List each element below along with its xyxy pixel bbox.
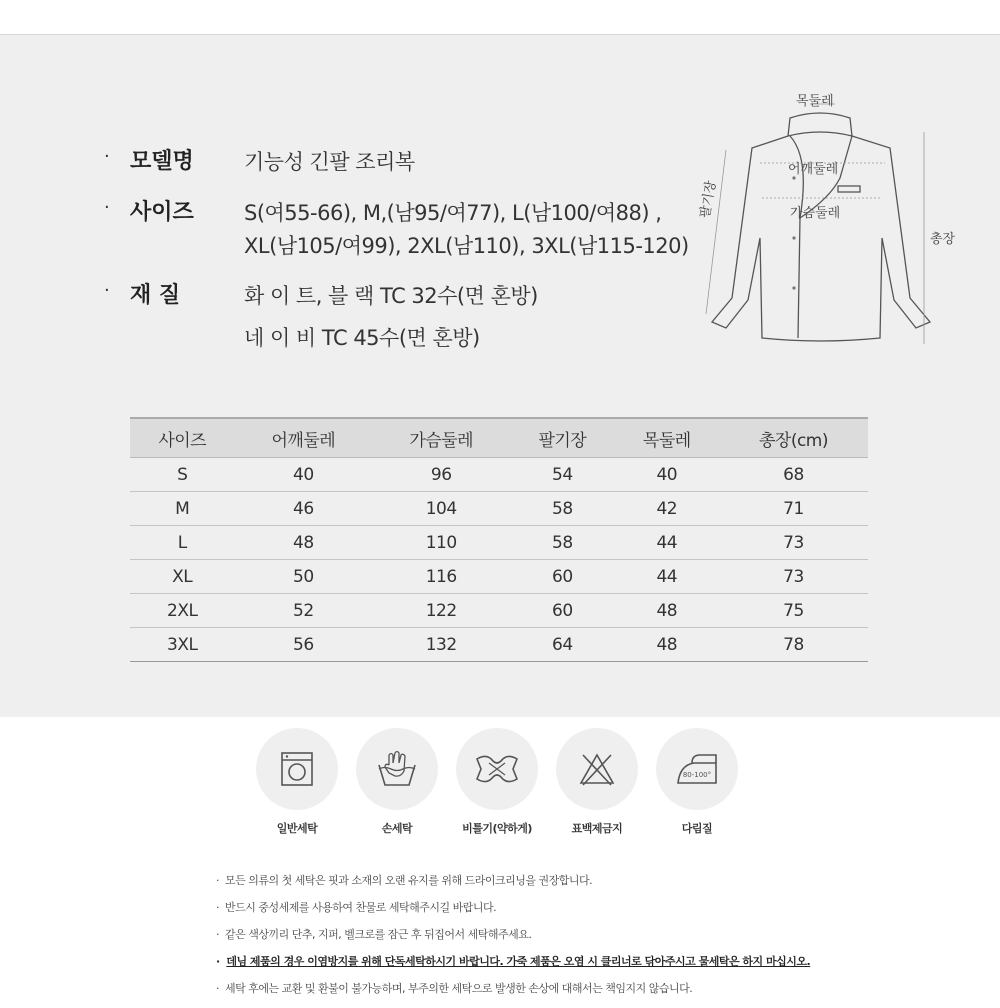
cell: 71 [719, 492, 868, 526]
cell: 68 [719, 458, 868, 492]
cell: S [130, 458, 234, 492]
cell: 44 [615, 526, 719, 560]
cell: 46 [234, 492, 372, 526]
col-header: 사이즈 [130, 418, 234, 458]
cell: 48 [615, 594, 719, 628]
care-instructions [255, 728, 755, 838]
cell: 104 [372, 492, 510, 526]
cell: 44 [615, 560, 719, 594]
cell: 2XL [130, 594, 234, 628]
note-item-emphasis: · 데님 제품의 경우 이염방지를 위해 단독세탁하시기 바랍니다. 가죽 제품은 오염 시 클리너로 닦아주시고 물세탁은 하지 마십시오. [216, 955, 811, 968]
cell: 60 [510, 560, 614, 594]
cell: 78 [719, 628, 868, 662]
cell: 58 [510, 492, 614, 526]
bullet: · [104, 146, 110, 167]
size-table [130, 417, 868, 662]
care-label: 일반세탁 [276, 822, 318, 835]
cell: 3XL [130, 628, 234, 662]
cell: L [130, 526, 234, 560]
table-row [130, 594, 868, 628]
cell: 50 [234, 560, 372, 594]
size-label: 사이즈 [130, 200, 194, 225]
col-header: 총장(cm) [719, 418, 868, 458]
cell: 52 [234, 594, 372, 628]
neck-label: 목둘레 [796, 94, 834, 109]
table-row [130, 492, 868, 526]
cell: 96 [372, 458, 510, 492]
length-label: 총장 [930, 232, 956, 247]
cell: 48 [234, 526, 372, 560]
cell: 48 [615, 628, 719, 662]
cell: 73 [719, 526, 868, 560]
iron-icon [672, 751, 722, 787]
care-notes [216, 873, 836, 1008]
material-label: 재 질 [130, 283, 181, 308]
bullet: · [104, 280, 110, 301]
no-bleach-icon [577, 749, 617, 789]
measurement-diagram [690, 88, 970, 358]
care-item-no-bleach [555, 728, 639, 836]
care-label: 다림질 [681, 822, 713, 835]
cell: 40 [234, 458, 372, 492]
cell: 75 [719, 594, 868, 628]
care-item-handwash [355, 728, 439, 836]
cell: 40 [615, 458, 719, 492]
care-item-wring [455, 728, 539, 836]
care-item-wash [255, 728, 339, 836]
sleeve-label: 팔기장 [697, 179, 720, 220]
care-item-iron [655, 728, 739, 836]
chest-label: 가슴둘레 [790, 206, 841, 221]
top-band [0, 0, 1000, 34]
cell: 122 [372, 594, 510, 628]
care-label: 표백제금지 [571, 822, 623, 835]
material-value-line2: 네 이 비 TC 45수(면 혼방) [244, 326, 480, 350]
cell: 58 [510, 526, 614, 560]
cell: 54 [510, 458, 614, 492]
washing-machine-icon [277, 749, 317, 789]
cell: 60 [510, 594, 614, 628]
material-value-line1: 화 이 트, 블 랙 TC 32수(면 혼방) [244, 284, 538, 308]
cell: 56 [234, 628, 372, 662]
col-header: 목둘레 [615, 418, 719, 458]
cell: 116 [372, 560, 510, 594]
col-header: 팔기장 [510, 418, 614, 458]
care-label: 손세탁 [381, 822, 413, 835]
care-label: 비틀기(약하게) [462, 822, 532, 835]
cell: M [130, 492, 234, 526]
chef-jacket-outline-icon [690, 88, 970, 358]
hand-wash-icon [375, 749, 419, 789]
note-item: · 같은 색상끼리 단추, 지퍼, 벨크로를 잠근 후 뒤집어서 세탁해주세요. [216, 928, 532, 941]
col-header: 어깨둘레 [234, 418, 372, 458]
note-item: · 반드시 중성세제를 사용하여 찬물로 세탁해주시길 바랍니다. [216, 901, 497, 914]
table-row [130, 458, 868, 492]
bullet: · [104, 197, 110, 218]
model-label: 모델명 [130, 149, 194, 174]
iron-temp: 80-100° [682, 771, 712, 779]
size-value-line1: S(여55-66), M,(남95/여77), L(남100/여88) , [244, 201, 662, 225]
cell: 73 [719, 560, 868, 594]
cell: XL [130, 560, 234, 594]
table-row [130, 560, 868, 594]
table-header-row [130, 418, 868, 458]
table-row [130, 628, 868, 662]
table-row [130, 526, 868, 560]
wring-icon [473, 751, 521, 787]
size-value-line2: XL(남105/여99), 2XL(남110), 3XL(남115-120) [244, 234, 689, 258]
model-value: 기능성 긴팔 조리복 [244, 150, 415, 174]
note-item: · 세탁 후에는 교환 및 환불이 불가능하며, 부주의한 세탁으로 발생한 손상에 대해서는 책임지지 않습니다. [216, 982, 693, 995]
cell: 132 [372, 628, 510, 662]
note-item: · 모든 의류의 첫 세탁은 핏과 소재의 오랜 유지를 위해 드라이크리닝을 권장합니다. [216, 874, 593, 887]
shoulder-label: 어깨둘레 [788, 162, 839, 177]
cell: 64 [510, 628, 614, 662]
col-header: 가슴둘레 [372, 418, 510, 458]
cell: 42 [615, 492, 719, 526]
cell: 110 [372, 526, 510, 560]
